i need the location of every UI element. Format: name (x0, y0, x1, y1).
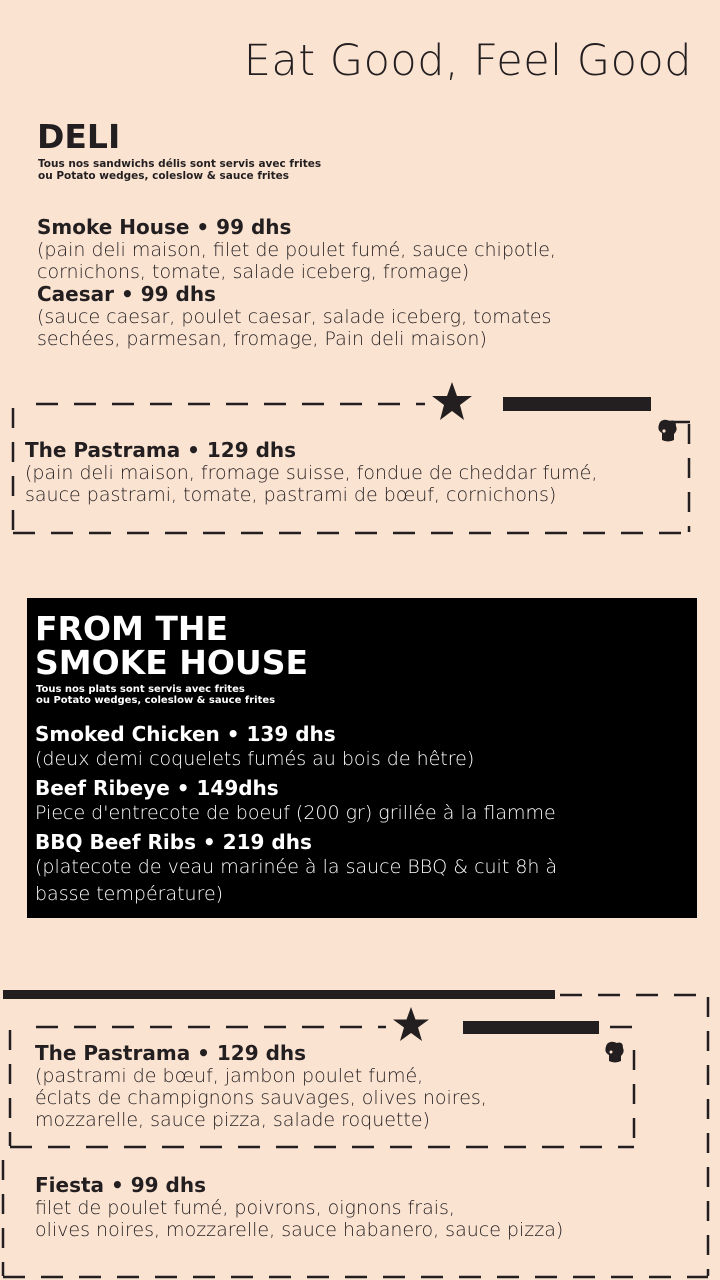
item-desc: (platecote de veau marinée à la sauce BBQ & cuit 8h à basse température) (35, 856, 558, 905)
chef-icon (602, 1040, 626, 1064)
item-name: Smoked Chicken • 139 dhs (35, 722, 336, 746)
item-name: The Pastrama • 129 dhs (35, 1041, 307, 1065)
deli-note: Tous nos sandwichs délis sont servis avec frites ou Potato wedges, coleslow & sauce frites (38, 158, 322, 182)
item-name: BBQ Beef Ribs • 219 dhs (35, 830, 312, 854)
smokehouse-note: Tous nos plats sont servis avec frites ou Potato wedges, coleslow & sauce frites (36, 684, 276, 706)
deli-item-caesar (37, 282, 551, 350)
smokehouse-item-beef-ribeye (35, 776, 556, 827)
deli-featured-item (25, 438, 597, 506)
smokehouse-panel (27, 598, 697, 918)
item-name: Beef Ribeye • 149dhs (35, 776, 279, 800)
item-desc: (sauce caesar, poulet caesar, salade iceberg, tomates sechées, parmesan, fromage, Pain deli maison) (37, 306, 552, 350)
item-desc: (pastrami de bœuf, jambon poulet fumé, éclats de champignons sauvages, olives noires, mozzarelle, sauce pizza, salade roquette) (35, 1065, 487, 1131)
item-desc: (pain deli maison, fromage suisse, fondue de cheddar fumé, sauce pastrami, tomate, pastrami de bœuf, cornichons) (25, 462, 598, 506)
item-desc: Piece d'entrecote de boeuf (200 gr) grillée à la flamme (35, 802, 556, 824)
item-desc: (deux demi coquelets fumés au bois de hêtre) (35, 748, 475, 770)
item-desc: (pain deli maison, filet de poulet fumé, sauce chipotle, cornichons, tomate, salade iceberg, fromage) (37, 239, 556, 283)
tagline: Eat Good, Feel Good (243, 36, 692, 86)
smokehouse-item-bbq-beef-ribs (35, 830, 557, 908)
pizza-featured-item (35, 1041, 487, 1131)
chef-icon (654, 418, 680, 444)
smokehouse-title: FROM THE SMOKE HOUSE (35, 609, 309, 682)
star-icon (391, 1005, 431, 1045)
item-name: The Pastrama • 129 dhs (25, 438, 297, 462)
star-icon (430, 380, 474, 424)
item-name: Caesar • 99 dhs (37, 282, 216, 306)
deli-item-smoke-house (37, 215, 556, 283)
item-name: Smoke House • 99 dhs (37, 215, 292, 239)
item-name: Fiesta • 99 dhs (35, 1173, 207, 1197)
smokehouse-item-smoked-chicken (35, 722, 474, 773)
item-desc: filet de poulet fumé, poivrons, oignons frais, olives noires, mozzarelle, sauce habanero, sauce pizza) (35, 1197, 564, 1241)
pizza-item-fiesta (35, 1173, 563, 1241)
deli-title: DELI (37, 117, 121, 156)
